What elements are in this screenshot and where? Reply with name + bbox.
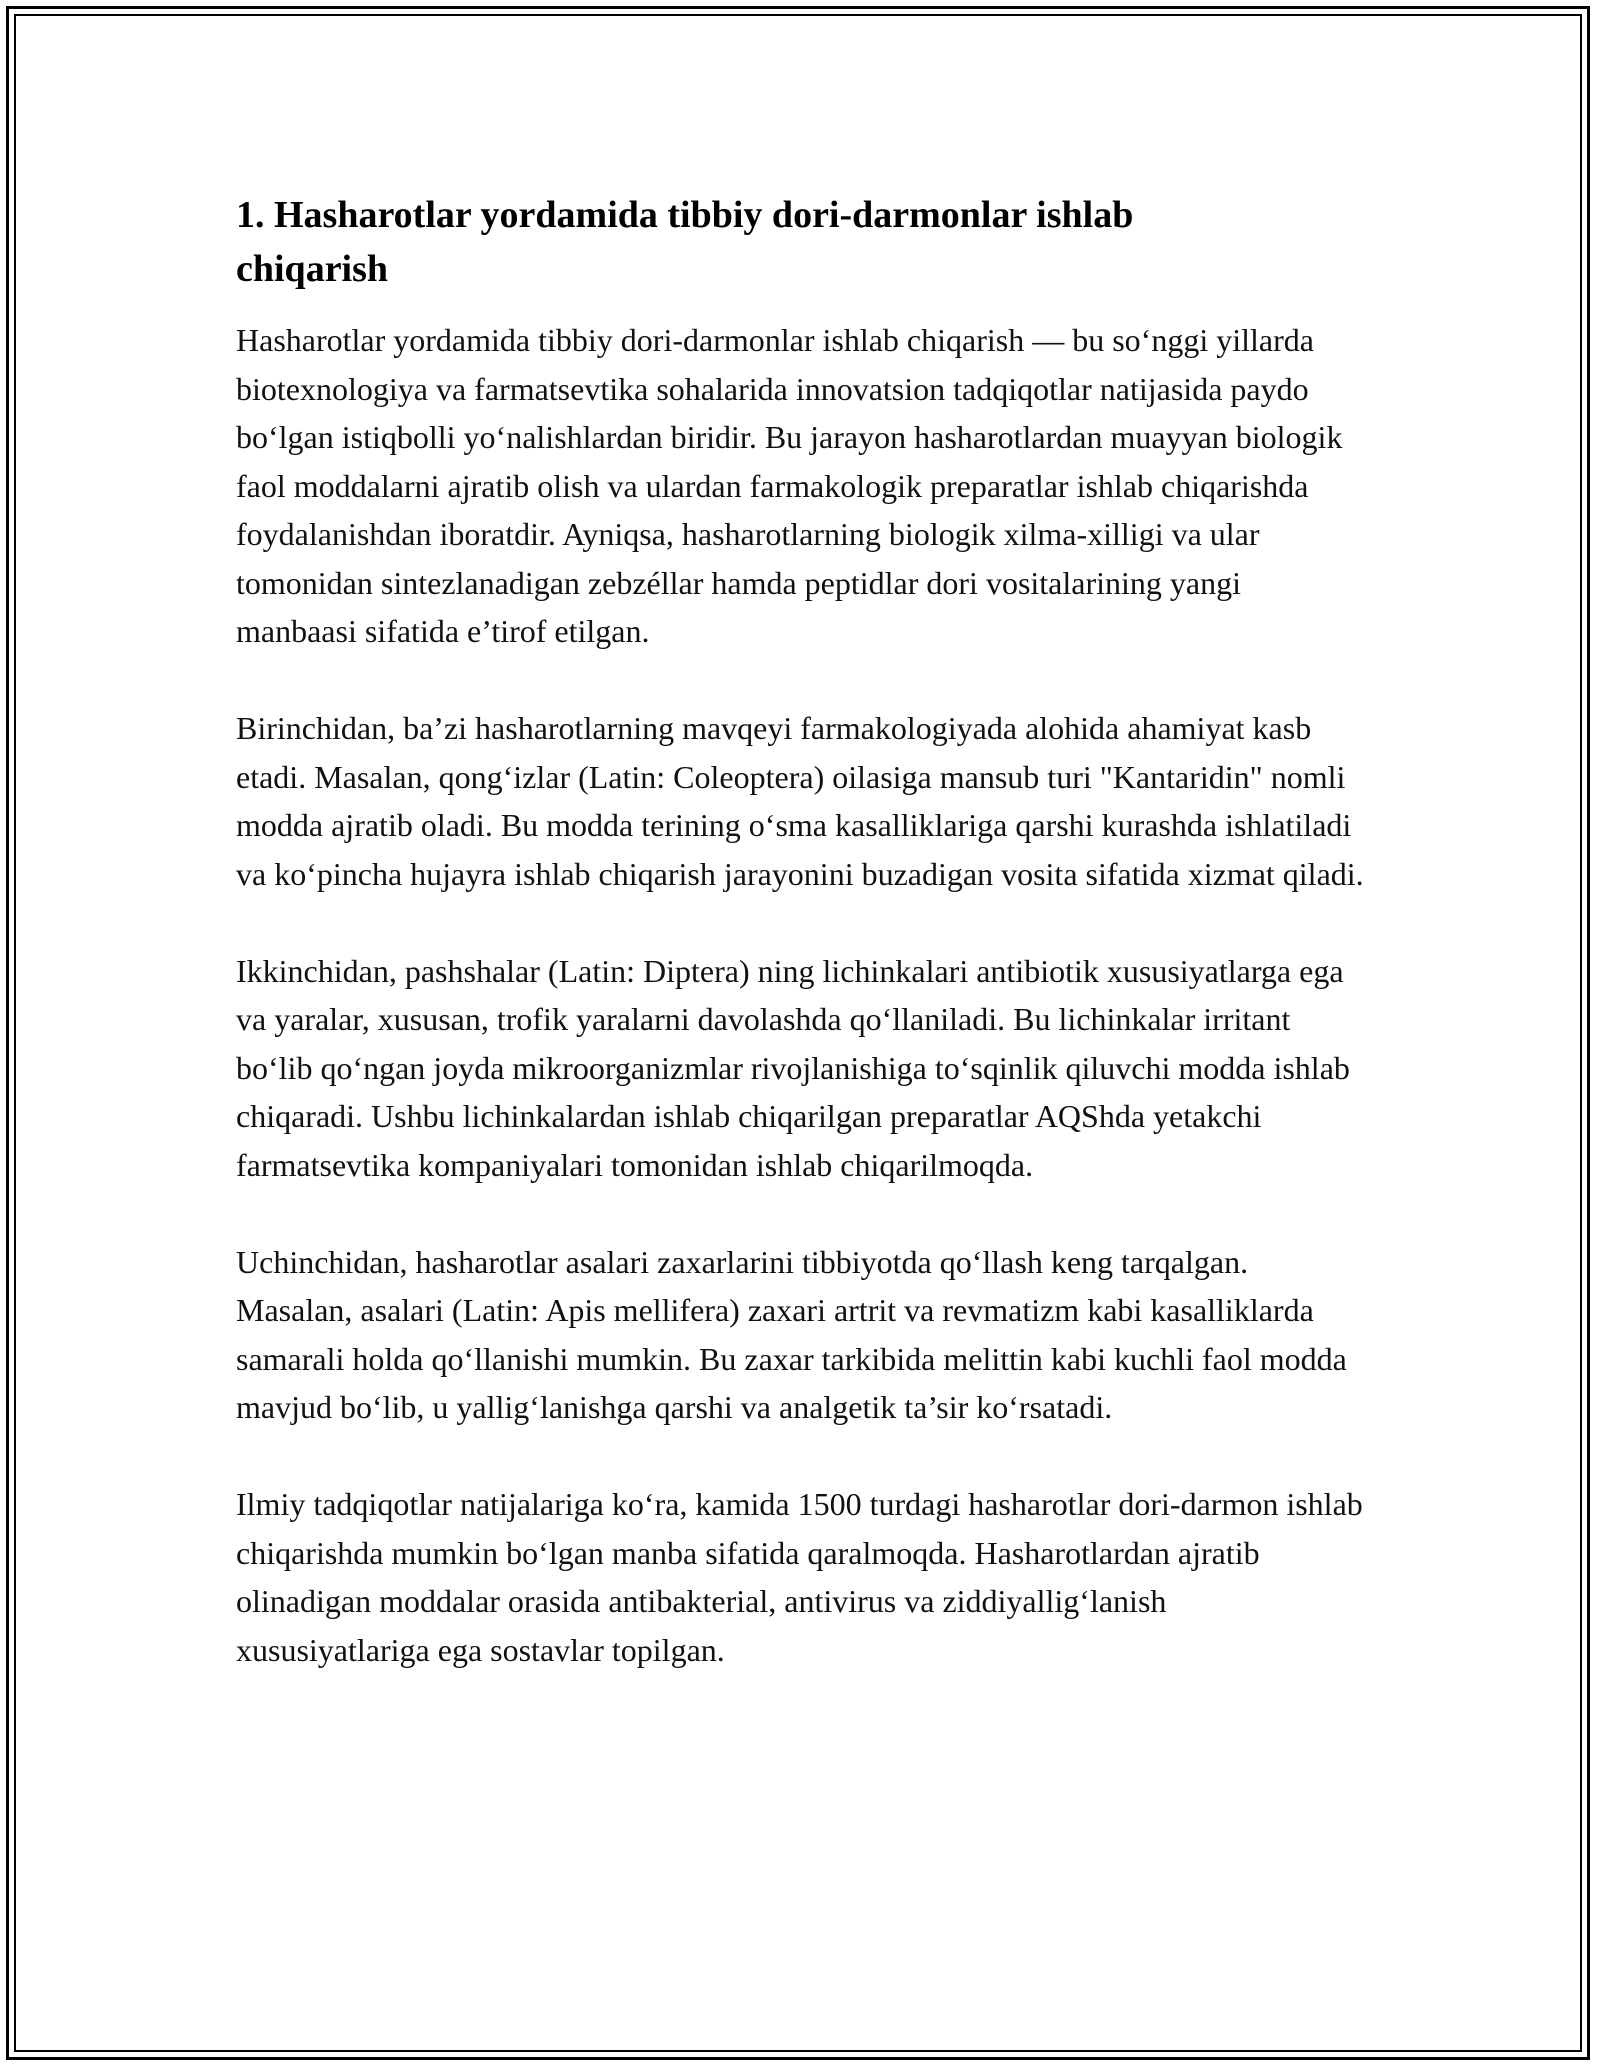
paragraph-first-point: Birinchidan, ba’zi hasharotlarning mavqeyi farmakologiyada alohida ahamiyat kasb etadi. Masalan, qong‘izlar (Latin: Coleoptera) oilasiga mansub turi "Kantaridin" nomli modda ajratib oladi. Bu modda terining o‘sma kasalliklariga qarshi kurashda ishlatiladi va ko‘pincha hujayra ishlab chiqarish jarayonini buzadigan vosita sifatida xizmat qiladi. (236, 710, 1364, 892)
paragraph-third-point: Uchinchidan, hasharotlar asalari zaxarlarini tibbiyotda qo‘llash keng tarqalgan. Masalan, asalari (Latin: Apis mellifera) zaxari artrit va revmatizm kabi kasalliklarda samarali holda qo‘llanishi mumkin. Bu zaxar tarkibida melittin kabi kuchli faol modda mavjud bo‘lib, u yallig‘lanishga qarshi va analgetik ta’sir ko‘rsatadi. (236, 1243, 1347, 1425)
paragraph-conclusion: Ilmiy tadqiqotlar natijalariga ko‘ra, kamida 1500 turdagi hasharotlar dori-darmon ishlab chiqarishda mumkin bo‘lgan manba sifatida qaralmoqda. Hasharotlardan ajratib olinadigan moddalar orasida antibakterial, antivirus va ziddiyallig‘lanish xususiyatlariga ega sostavlar topilgan. (236, 1486, 1363, 1668)
paragraph-second-point: Ikkinchidan, pashshalar (Latin: Diptera) ning lichinkalari antibiotik xususiyatlarga ega va yaralar, xususan, trofik yaralarni davolashda qo‘llaniladi. Bu lichinkalar irritant bo‘lib qo‘ngan joyda mikroorganizmlar rivojlanishiga to‘sqinlik qiluvchi modda ishlab chiqaradi. Ushbu lichinkalardan ishlab chiqarilgan preparatlar AQShda yetakchi farmatsevtika kompaniyalari tomonidan ishlab chiqarilmoqda. (236, 952, 1350, 1183)
paragraph-intro: Hasharotlar yordamida tibbiy dori-darmonlar ishlab chiqarish — bu so‘nggi yillarda biotexnologiya va farmatsevtika sohalarida innovatsion tadqiqotlar natijasida paydo bo‘lgan istiqbolli yo‘nalishlardan biridir. Bu jarayon hasharotlardan muayyan biologik faol moddalarni ajratib olish va ulardan farmakologik preparatlar ishlab chiqarishda foydalanishdan iboratdir. Ayniqsa, hasharotlarning biologik xilma-xilligi va ular tomonidan sintezlanadigan zebzéllar hamda peptidlar dori vositalarining yangi manbaasi sifatida e’tirof etilgan. (236, 322, 1343, 649)
section-heading: 1. Hasharotlar yordamida tibbiy dori-darmonlar ishlab chiqarish (236, 194, 1134, 290)
document-body (236, 188, 1366, 1723)
